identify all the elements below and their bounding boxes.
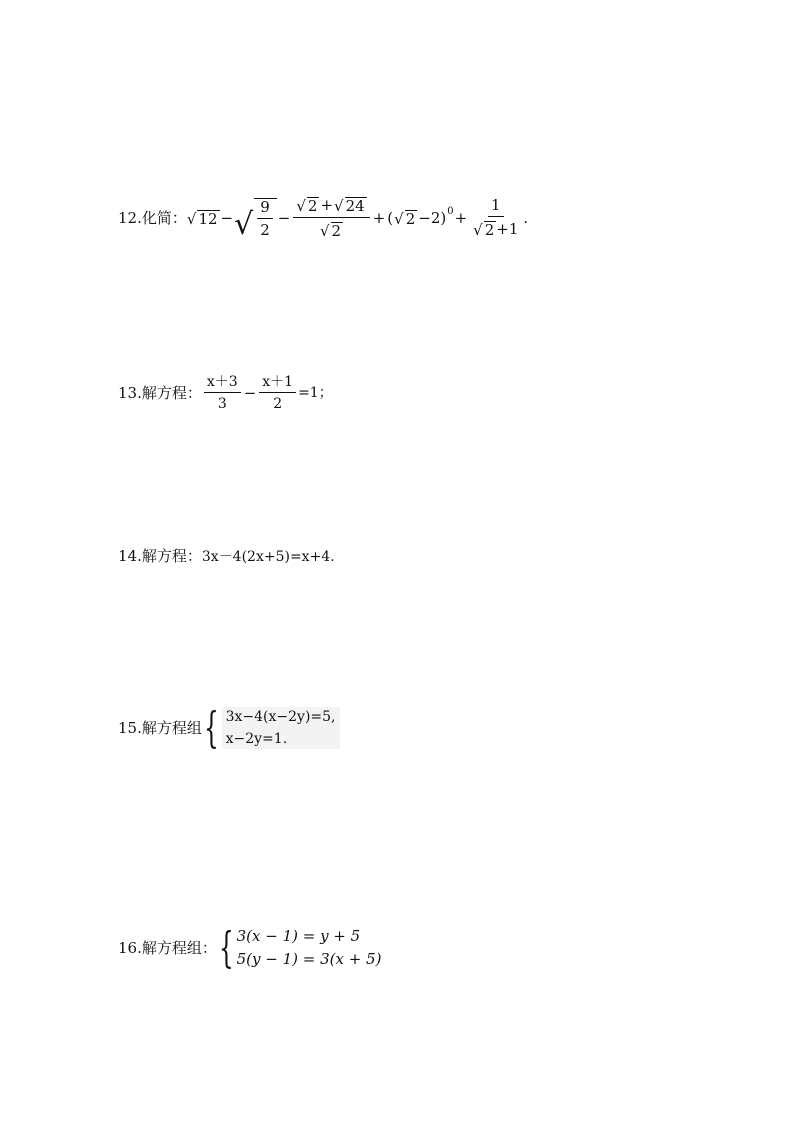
problem-number: 12.	[118, 208, 142, 227]
sqrt-fraction: √ $\frac{9}{2}$	[234, 198, 277, 238]
fraction-9-2: $\frac{9}{2}$	[257, 200, 273, 238]
sqrt-2: √ 2	[394, 209, 416, 228]
equation: 3x－4(2x+5)=x+4.	[201, 548, 335, 565]
exponent-zero: 0	[447, 206, 454, 217]
fraction-x-plus-3-over-3: $\frac{x+3}{3}$	[204, 375, 241, 411]
problem-13	[118, 375, 333, 411]
problem-prompt: 化简：	[141, 208, 187, 227]
system-line-1: 3x−4(x−2y)=5,	[225, 709, 336, 725]
system-line-1: 3(x − 1) = y + 5	[236, 927, 361, 945]
problem-prompt: 解方程：	[141, 383, 202, 402]
sqrt-12: √ 12	[186, 209, 218, 228]
problem-prompt: 解方程组	[141, 718, 202, 737]
fraction-1-over-sqrt2-plus-1: 1 √ 2 +1	[473, 196, 519, 239]
problem-15	[118, 703, 340, 752]
problem-14	[118, 549, 335, 564]
fraction-sum-over-sqrt2: √ 2 + √ 24 √ 2	[293, 197, 369, 239]
problem-prompt: 解方程组：	[141, 938, 217, 957]
equation-system	[202, 703, 340, 752]
left-brace-icon: {	[218, 923, 234, 972]
equation-system	[217, 923, 382, 972]
fraction-x-plus-1-over-2: $\frac{x+1}{2}$	[259, 375, 296, 411]
problem-number: 16.	[118, 938, 142, 957]
left-brace-icon: {	[203, 703, 219, 752]
problem-number: 14.	[118, 547, 142, 565]
problem-number: 13.	[118, 383, 142, 402]
system-line-2: x−2y=1.	[225, 731, 288, 747]
expression: √ 12 − √ $\frac{9}{2}$ − √ 2 + √ 24 √ 2 + ( √ 2 −2) 0 + 1 √ 2 +1 .	[186, 196, 529, 242]
problem-prompt: 解方程：	[141, 547, 202, 565]
problem-number: 15.	[118, 718, 142, 737]
problem-12	[118, 196, 529, 242]
expression: $\frac{x+3}{3}$ − $\frac{x+1}{2}$ =1；	[202, 375, 333, 411]
system-line-2: 5(y − 1) = 3(x + 5)	[236, 950, 382, 968]
problem-16	[118, 923, 382, 972]
